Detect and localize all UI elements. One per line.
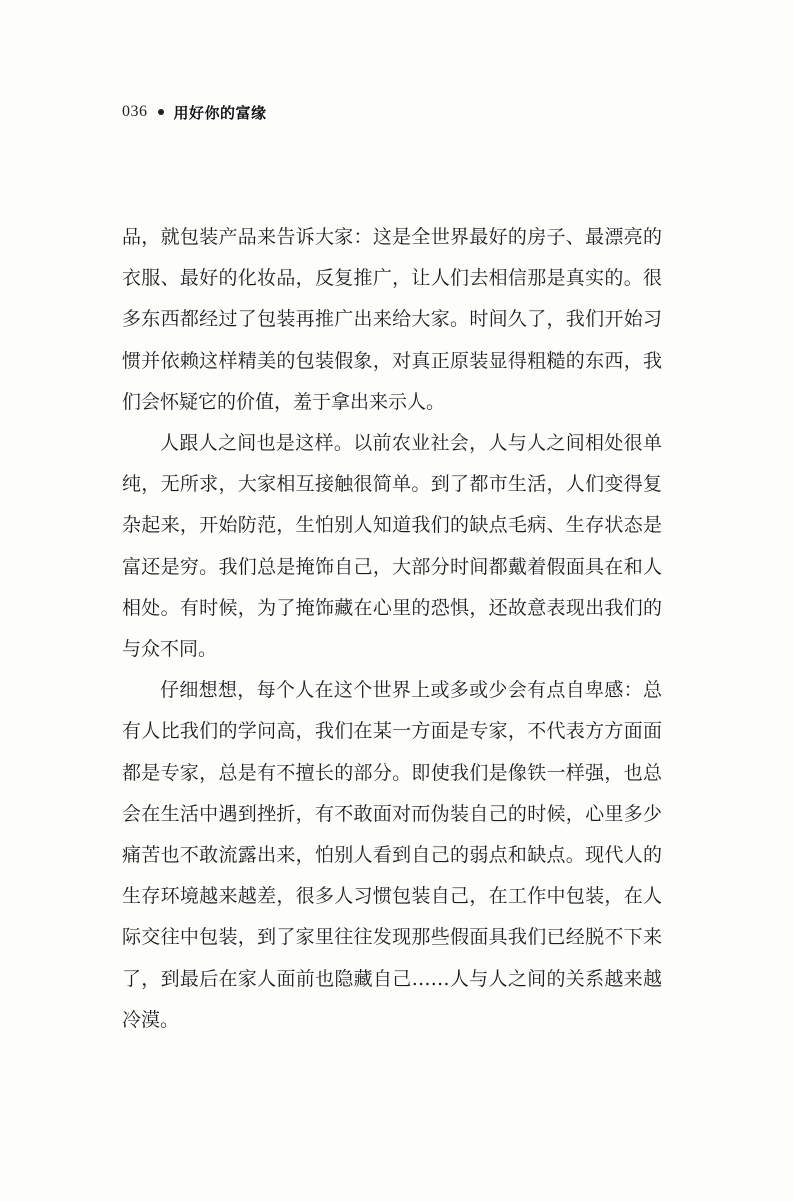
paragraph-2: 人跟人之间也是这样。以前农业社会，人与人之间相处很单纯，无所求，大家相互接触很简单。到了都市生活，人们变得复杂起来，开始防范，生怕别人知道我们的缺点毛病、生存状态是富还是穷。我们总是掩饰自己，大部分时间都戴着假面具在和人相处。有时候，为了掩饰藏在心里的恐惧，还故意表现出我们的与众不同。 — [122, 432, 662, 661]
bullet-separator-icon — [158, 109, 164, 115]
book-title: 用好你的富缘 — [173, 103, 267, 122]
paragraph-3: 仔细想想，每个人在这个世界上或多或少会有点自卑感：总有人比我们的学问高，我们在某一方面是专家，不代表方方面面都是专家，总是有不擅长的部分。即使我们是像铁一样强，也总会在生活中遇到挫折，有不敢面对而伪装自己的时候，心里多少痛苦也不敢流露出来，怕别人看到自己的弱点和缺点。现代人的生存环境越来越差，很多人习惯包装自己，在工作中包装，在人际交往中包装，到了家里往往发现那些假面具我们已经脱不下来了，到最后在家人面前也隐藏自己……人与人之间的关系越来越冷漠。 — [122, 679, 662, 1031]
body-text — [122, 217, 662, 1041]
page-number: 036 — [122, 103, 148, 120]
running-header — [122, 100, 267, 124]
paragraph-1: 品，就包装产品来告诉大家：这是全世界最好的房子、最漂亮的衣服、最好的化妆品，反复推广，让人们去相信那是真实的。很多东西都经过了包装再推广出来给大家。时间久了，我们开始习惯并依赖这样精美的包装假象，对真正原装显得粗糙的东西，我们会怀疑它的价值，羞于拿出来示人。 — [122, 226, 662, 413]
